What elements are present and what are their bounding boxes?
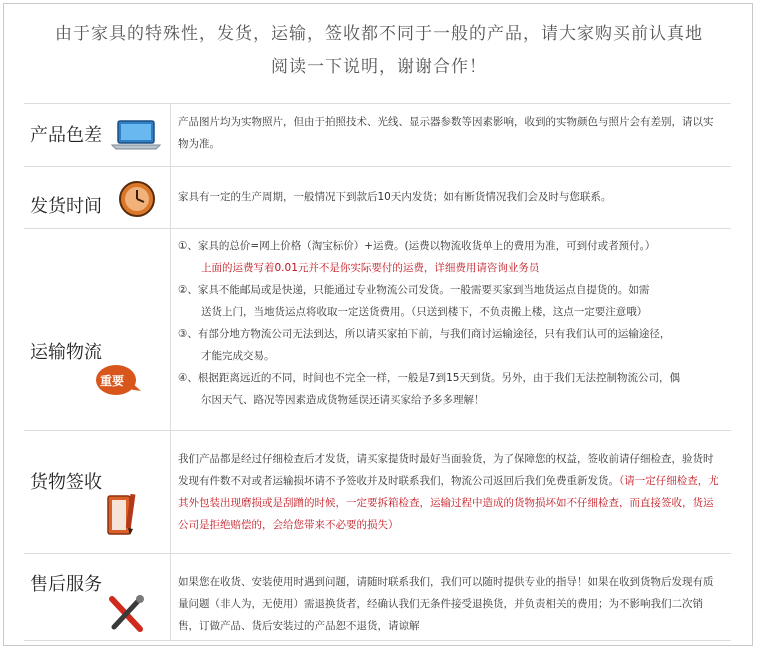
title-line-1: 由于家具的特殊性，发货，运输，签收都不同于一般的产品，请大家购买前认真地 [55, 24, 703, 44]
section-signing [24, 430, 731, 553]
section-color-difference [24, 103, 731, 166]
section-label: 发货时间 [30, 196, 102, 217]
term-3-cont: 才能完成交易。 [201, 350, 275, 362]
signing-instructions: 我们产品都是经过仔细检查后才发货，请买家提货时最好当面验货，为了保障您的权益，签收前请仔细检查，验货时发现有件数不对或者运输损坏请不予签收并及时联系我们，物流公司返回后我们免费重新发货。 [178, 453, 714, 487]
section-shipping [24, 228, 731, 430]
laptop-icon [110, 119, 162, 151]
section-text: 如果您在收货、安装使用时遇到问题，请随时联系我们，我们可以随时提供专业的指导！如果在收到货物后发现有质量问题（非人为，无使用）需退换货者，经确认我们无条件接受退换货，并负责相关的费用；为不影响我们二次销售，订做产品、货后安装过的产品恕不退货，请谅解 [178, 576, 714, 632]
signing-text [178, 448, 723, 536]
term-4: ④、根据距离远近的不同，时间也不完全一样，一般是7到15天到货。另外，由于我们无法控制物流公司，偶 [178, 372, 680, 384]
signing-warning: （请一定仔细检查，尤其外包装出现磨损或是刮蹭的时候，一定要拆箱检查，运输过程中造成的货物损坏如不仔细检查，而直接签收，货运公司是拒绝赔偿的，会给您带来不必要的损失） [178, 475, 719, 531]
title-line-2: 阅读一下说明，谢谢合作！ [271, 57, 487, 77]
important-badge [94, 363, 142, 397]
divider [24, 640, 731, 641]
section-text: 产品图片均为实物照片，但由于拍照技术、光线、显示器参数等因素影响，收到的实物颜色与照片会有差别，请以实物为准。 [178, 116, 714, 150]
clipboard-pen-icon [104, 492, 138, 538]
badge-label: 重要 [100, 374, 125, 388]
term-2-cont: 送货上门，当地货运点将收取一定送货费用。（只送到楼下，不负责搬上楼，这点一定要注意哦） [201, 306, 648, 318]
section-label: 售后服务 [30, 574, 102, 595]
term-1-note: 上面的运费写着0.01元并不是你实际要付的运费，详细费用请咨询业务员 [201, 262, 540, 274]
section-delivery-time [24, 166, 731, 228]
clock-icon [118, 180, 156, 218]
page-title [0, 18, 758, 84]
term-1: ①、家具的总价=网上价格（淘宝标价）+运费。(运费以物流收货单上的费用为准，可到付或者预付。） [178, 240, 656, 252]
section-after-sales [24, 553, 731, 640]
section-text: 家具有一定的生产周期，一般情况下到款后10天内发货；如有断货情况我们会及时与您联系。 [178, 191, 612, 203]
term-4-cont: 尔因天气、路况等因素造成货物延误还请买家给予多多理解！ [201, 394, 485, 406]
section-label: 货物签收 [30, 472, 102, 493]
shipping-terms [178, 235, 723, 411]
term-2: ②、家具不能邮局或是快递，只能通过专业物流公司发货。一般需要买家到当地货运点自提货的。如需 [178, 284, 650, 296]
section-label: 产品色差 [30, 125, 102, 146]
tools-icon [106, 593, 146, 635]
section-label: 运输物流 [30, 342, 102, 363]
term-3: ③、有部分地方物流公司无法到达，所以请买家拍下前，与我们商讨运输途径，只有我们认可的运输途径， [178, 328, 671, 340]
